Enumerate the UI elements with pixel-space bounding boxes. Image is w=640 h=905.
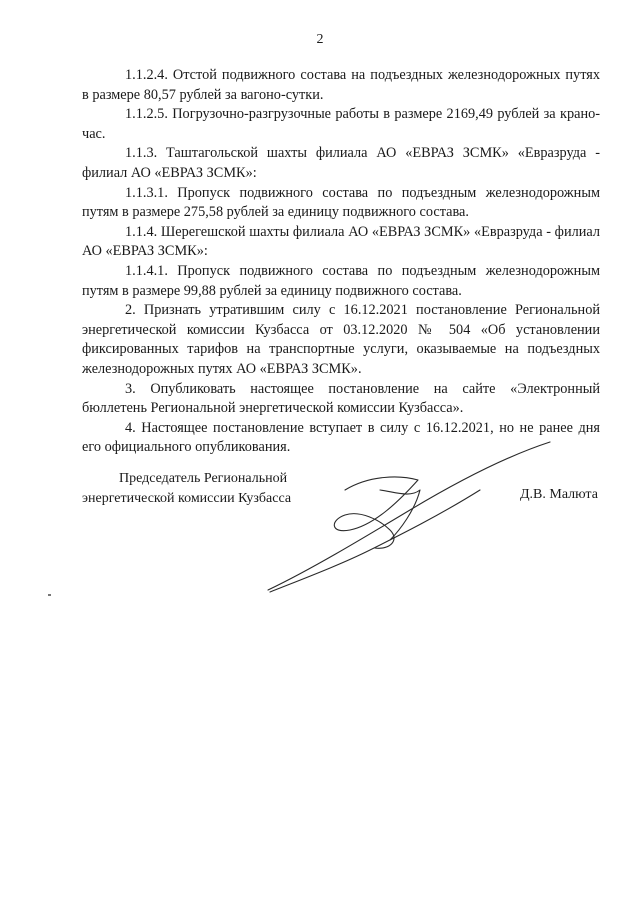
paragraph-1-1-3-1: 1.1.3.1. Пропуск подвижного состава по подъездным железнодорожным путям в размере 275,58 рублей за единицу подвижного состава. <box>82 184 600 221</box>
paragraph-1-1-4-1: 1.1.4.1. Пропуск подвижного состава по подъездным железнодорожным путям в размере 99,88 рублей за единицу подвижного состава. <box>82 262 600 299</box>
paragraph-2: 2. Признать утратившим силу с 16.12.2021 постановление Региональной энергетической комиссии Кузбасса от 03.12.2020 № 504 «Об установлении фиксированных тарифов на транспортные услуги, оказываемые на подъездных железнодорожных путях АО «ЕВРАЗ ЗСМК». <box>82 302 600 377</box>
handwritten-signature <box>250 430 570 600</box>
signature-stroke-inner <box>380 490 420 540</box>
paragraph-3: 3. Опубликовать настоящее постановление на сайте «Электронный бюллетень Региональной энергетической комиссии Кузбасса». <box>82 380 600 417</box>
signatory-name: Д.В. Малюта <box>520 487 598 502</box>
page-number: 2 <box>316 32 324 47</box>
scan-speck <box>48 594 51 596</box>
paragraph-1-1-4: 1.1.4. Шерегешской шахты филиала АО «ЕВРАЗ ЗСМК» «Евразруда - филиал АО «ЕВРАЗ ЗСМК»: <box>82 223 600 260</box>
paragraph-1-1-3: 1.1.3. Таштагольской шахты филиала АО «ЕВРАЗ ЗСМК» «Евразруда - филиал АО «ЕВРАЗ ЗСМК»: <box>82 145 600 181</box>
signatory-title-line-2: энергетической комиссии Кузбасса <box>82 490 292 506</box>
signature-stroke-tail <box>270 490 480 592</box>
signatory-title-line-1: Председатель Региональной <box>119 471 288 486</box>
paragraph-1-1-2-4: 1.1.2.4. Отстой подвижного состава на подъездных железнодорожных путях в размере 80,57 рублей за вагоно-сутки. <box>82 67 600 103</box>
document-body <box>82 66 600 458</box>
paragraph-1-1-2-5: 1.1.2.5. Погрузочно-разгрузочные работы в размере 2169,49 рублей за крано-час. <box>82 106 600 142</box>
paragraph-4: 4. Настоящее постановление вступает в силу с 16.12.2021, но не ранее дня его официального опубликования. <box>82 419 600 456</box>
